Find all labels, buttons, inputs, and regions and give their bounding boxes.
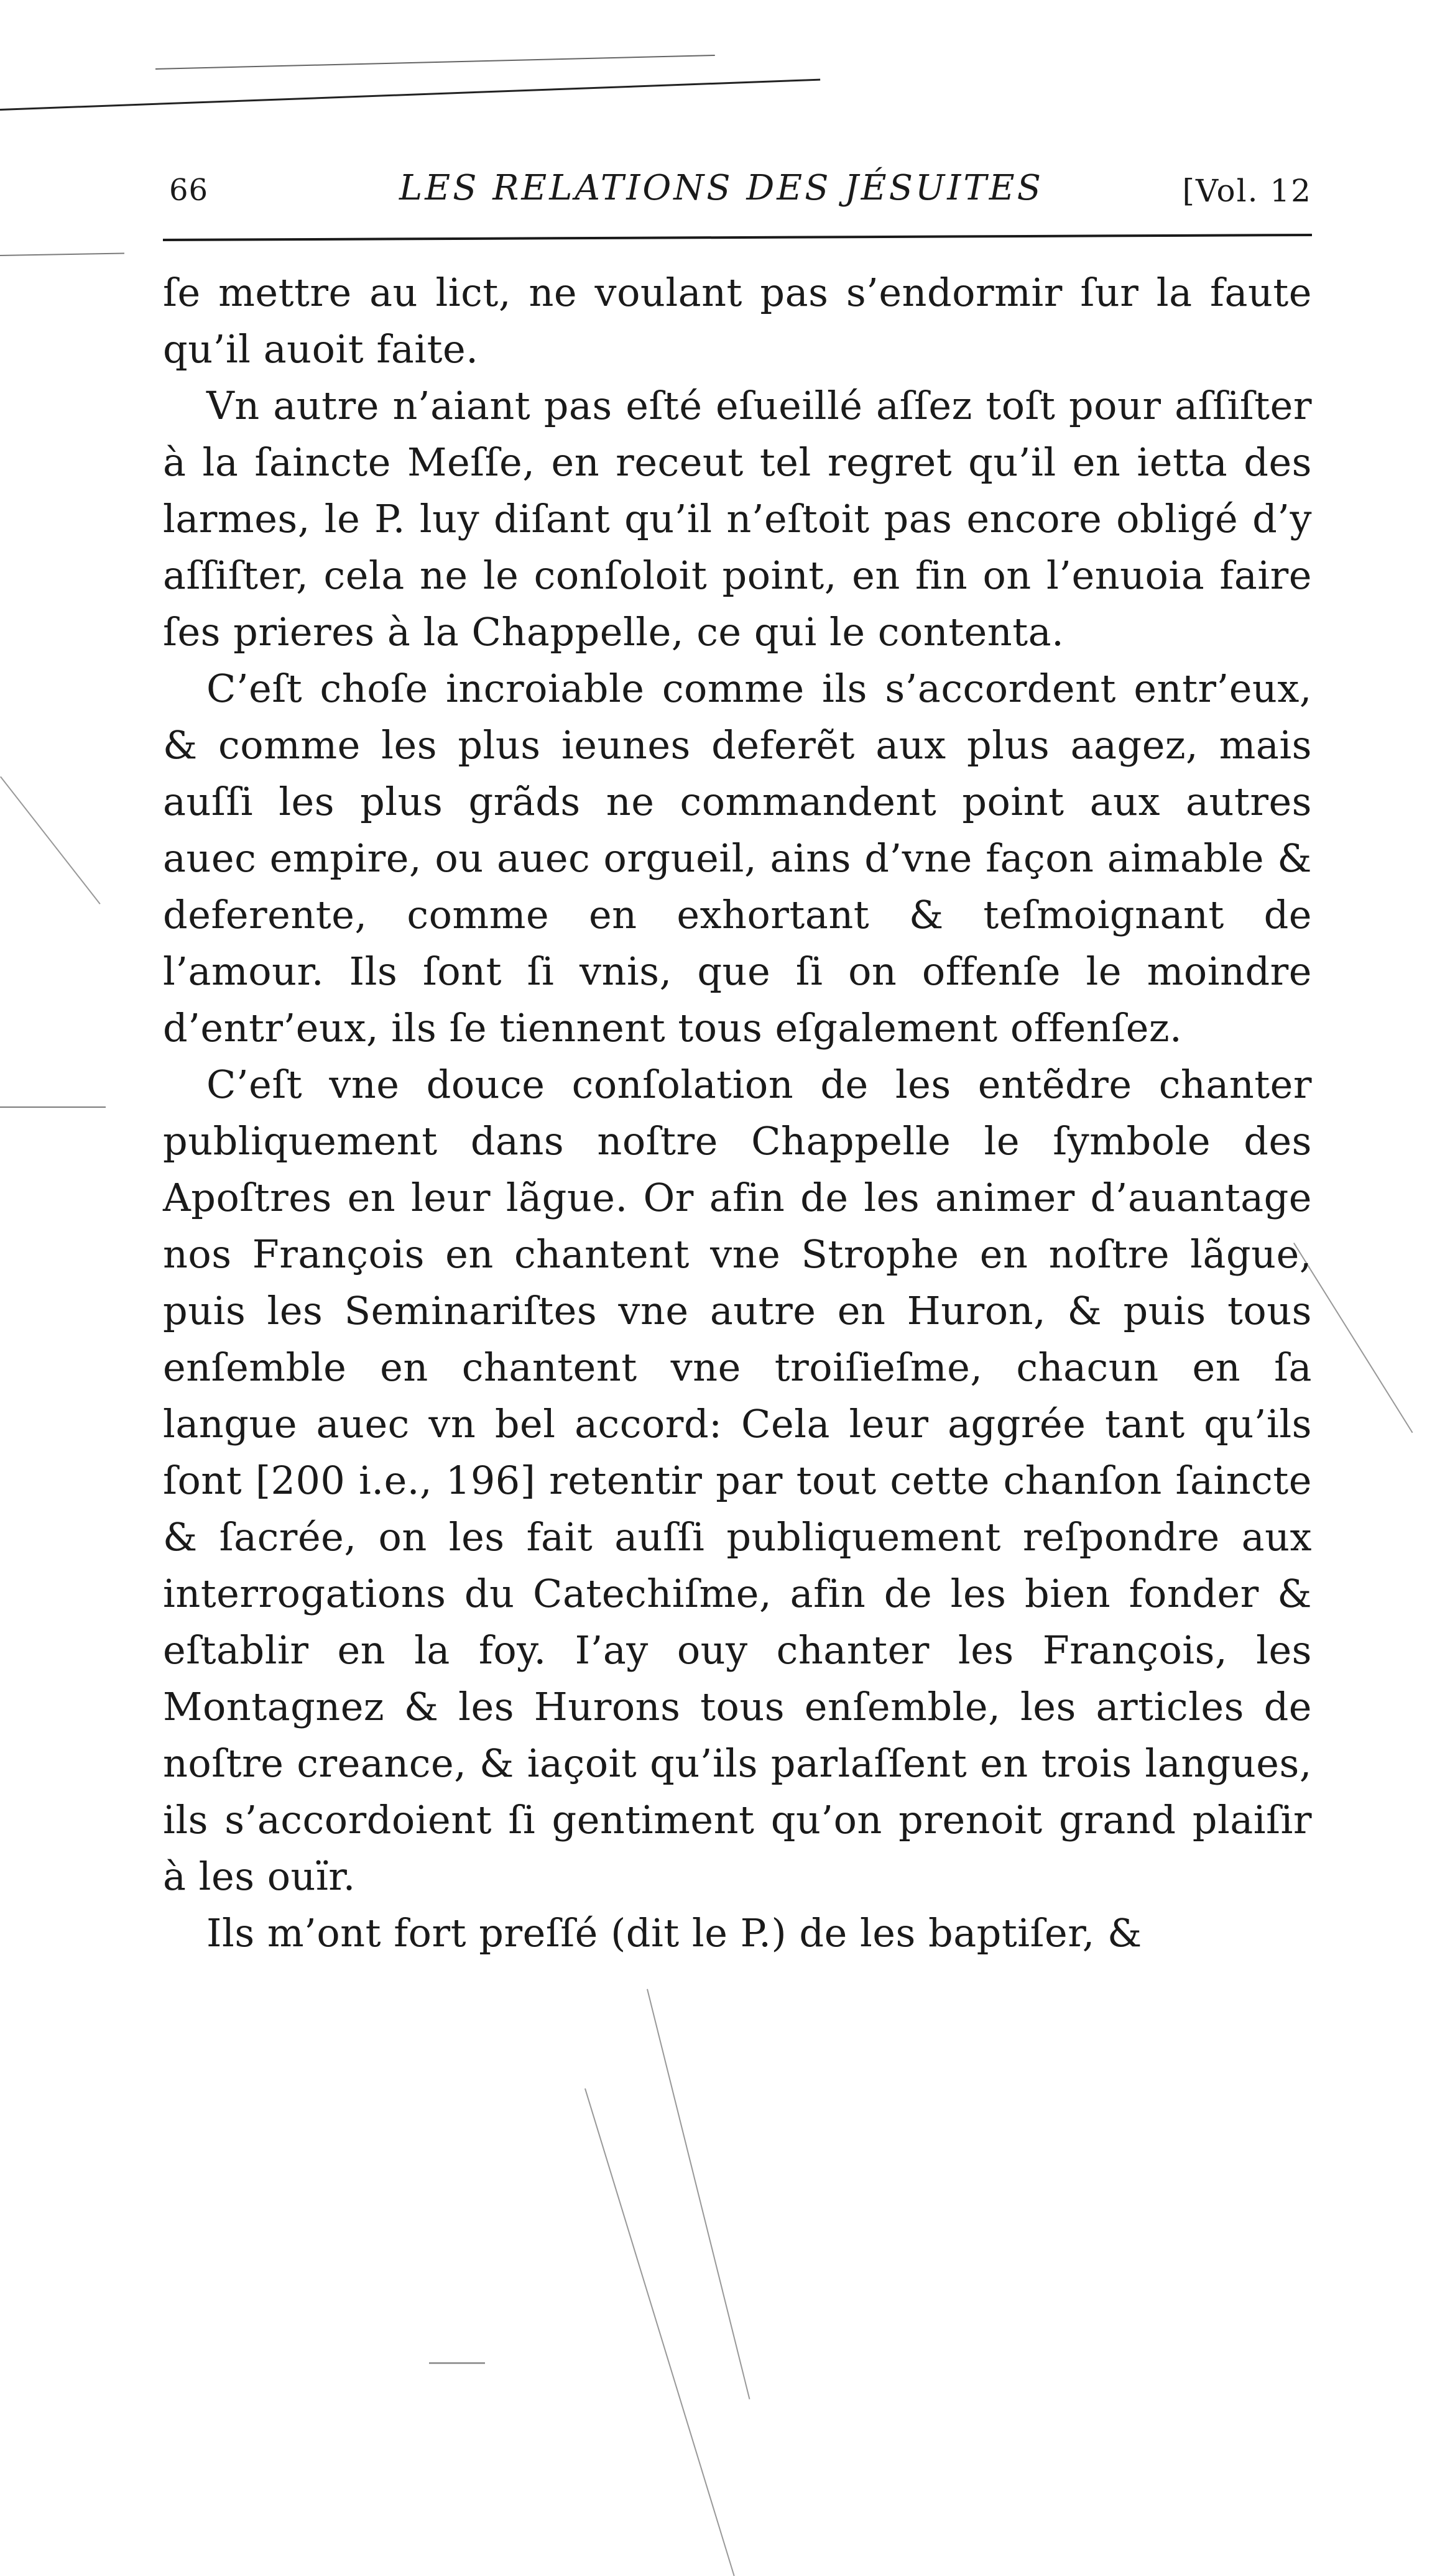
paragraph: C’eſt vne douce conſolation de les entẽdre chanter publiquement dans noſtre Chappelle le ſymbole des Apoſtres en leur lãgue. Or afin de les animer d’auantage nos François en chantent vne Strophe en noſtre lãgue, puis les Seminariſtes vne autre en Huron, & puis tous enſemble en chantent vne troiſieſme, chacun en ſa langue auec vn bel accord: Cela leur aggrée tant qu’ils ſont [200 i.e., 196] retentir par tout cette chanſon ſaincte & ſacrée, on les fait auſſi publiquement reſpondre aux interrogations du Catechiſme, afin de les bien fonder & eſtablir en la foy. I’ay ouy chanter les François, les Montagnez & les Hurons tous enſemble, les articles de noſtre creance, & iaçoit qu’ils parlaſſent en trois langues, ils s’accordoient ſi gentiment qu’on prenoit grand plaiſir à les ouïr. <box>163 1062 1312 1899</box>
scan-scratch <box>647 1989 750 2399</box>
running-header <box>163 167 1312 210</box>
scan-artifact-line <box>0 79 820 111</box>
scan-artifact-line <box>155 55 715 70</box>
paragraph: Ils m’ont fort preſſé (dit le P.) de les baptiſer, & <box>206 1910 1142 1956</box>
paragraph: ſe mettre au lict, ne voulant pas s’endormir ſur la faute qu’il auoit faite. <box>163 270 1312 372</box>
volume-label: [Vol. 12 <box>1182 173 1312 209</box>
scan-artifact-mark <box>429 2362 485 2364</box>
paragraph: Vn autre n’aiant pas eſté eſueillé aſſez toſt pour aſſiſter à la ſaincte Meſſe, en receut tel regret qu’il en ietta des larmes, le P. luy diſant qu’il n’eſtoit pas encore obligé d’y aſſiſter, cela ne le conſoloit point, en fin on l’enuoia faire ſes prieres à la Chappelle, ce qui le contenta. <box>163 383 1312 655</box>
scan-scratch <box>584 2088 735 2576</box>
running-title: LES RELATIONS DES JÉSUITES <box>399 168 1043 208</box>
paragraph: C’eſt choſe incroiable comme ils s’accordent entr’eux, & comme les plus ieunes deferẽt aux plus aagez, mais auſſi les plus grãds ne commandent point aux autres auec empire, ou auec orgueil, ains d’vne façon aimable & deferente, comme en exhortant & teſmoignant de l’amour. Ils ſont ſi vnis, que ſi on offenſe le moindre d’entr’eux, ils ſe tiennent tous eſgalement offenſez. <box>163 666 1312 1051</box>
header-rule <box>163 234 1312 241</box>
page-number: 66 <box>169 173 209 208</box>
scan-scratch <box>0 776 101 904</box>
scan-artifact-line <box>0 1106 106 1108</box>
scan-artifact-line <box>0 253 124 256</box>
body-text <box>163 264 1312 1961</box>
